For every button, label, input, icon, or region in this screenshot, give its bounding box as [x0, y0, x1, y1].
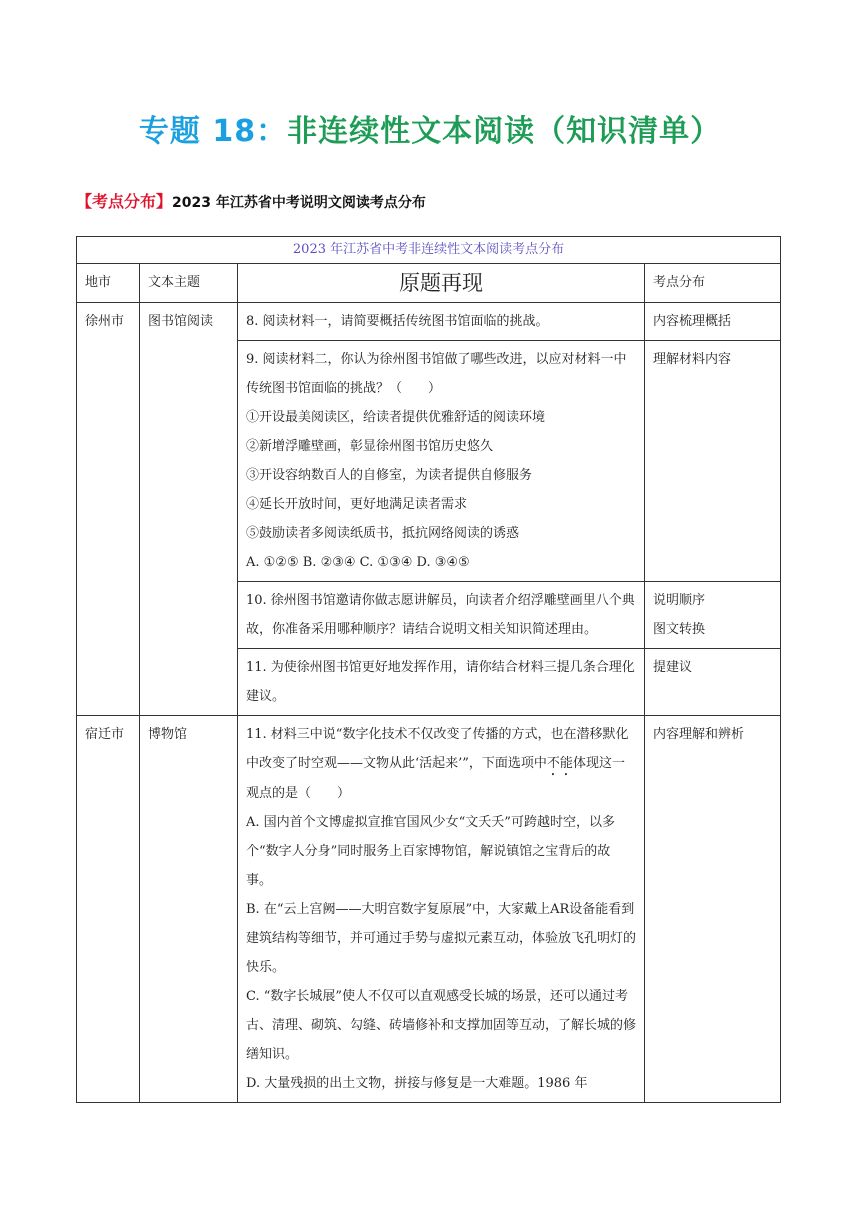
section-description: 2023 年江苏省中考说明文阅读考点分布 — [172, 195, 426, 211]
q9-item-2: ②新增浮雕壁画，彰显徐州图书馆历史悠久 — [246, 439, 494, 454]
q9-stem: 9. 阅读材料二，你认为徐州图书馆做了哪些改进，以应对材料一中传统图书馆面临的挑战？（ ） — [246, 352, 627, 396]
q11-stem — [246, 720, 636, 808]
q11-stem-b: 体现这一观点的是（ ） — [246, 756, 625, 801]
q9-item-3: ③开设容纳数百人的自修室，为读者提供自修服务 — [246, 468, 533, 483]
point-q9: 理解材料内容 — [645, 341, 781, 582]
title-prefix: 专题 18： — [138, 114, 288, 149]
point-q11-xuzhou: 提建议 — [645, 649, 781, 716]
city-suqian: 宿迁市 — [77, 716, 140, 1103]
city-xuzhou: 徐州市 — [77, 303, 140, 716]
table-row — [77, 303, 781, 341]
q9-choices: A. ①②⑤ B. ②③④ C. ①③④ D. ③④⑤ — [246, 555, 470, 570]
q11-option-c: C. “数字长城展”使人不仅可以直观感受长城的场景，还可以通过考古、清理、砌筑、勾缝、砖墙修补和支撑加固等互动，了解长城的修缮知识。 — [246, 989, 637, 1062]
q11-stem-a: 11. 材料三中说“数字化技术不仅改变了传播的方式，也在潜移默化中改变了时空观——文物从此‘活起来’”，下面选项中 — [246, 727, 629, 771]
section-heading — [76, 191, 426, 214]
table-caption-row — [77, 237, 781, 264]
point-q10-convert: 图文转换 — [653, 622, 706, 637]
question-9 — [238, 341, 645, 582]
title-main: 非连续性文本阅读（知识清单） — [287, 114, 722, 149]
point-q11-suqian: 内容理解和辨析 — [645, 716, 781, 1103]
q11-option-d: D. 大量残损的出土文物，拼接与修复是一大难题。1986 年 — [246, 1076, 588, 1091]
question-8: 8. 阅读材料一，请简要概括传统图书馆面临的挑战。 — [238, 303, 645, 341]
question-11-xuzhou: 11. 为使徐州图书馆更好地发挥作用，请你结合材料三提几条合理化建议。 — [238, 649, 645, 716]
q9-item-5: ⑤鼓励读者多阅读纸质书，抵抗网络阅读的诱惑 — [246, 526, 520, 541]
question-10: 10. 徐州图书馆邀请你做志愿讲解员，向读者介绍浮雕壁画里八个典故，你准备采用哪种顺序？请结合说明文相关知识简述理由。 — [238, 582, 645, 649]
point-q10-order: 说明顺序 — [653, 593, 706, 608]
q9-item-1: ①开设最美阅读区，给读者提供优雅舒适的阅读环境 — [246, 410, 546, 425]
theme-library: 图书馆阅读 — [140, 303, 238, 716]
point-q8: 内容梳理概括 — [645, 303, 781, 341]
table-header-row — [77, 264, 781, 303]
header-point: 考点分布 — [645, 264, 781, 303]
table-row — [77, 716, 781, 1103]
page-title — [0, 112, 860, 152]
q11-option-b: B. 在“云上宫阙——大明宫数字复原展”中，大家戴上AR设备能看到建筑结构等细节，并可通过手势与虚拟元素互动，体验放飞孔明灯的快乐。 — [246, 902, 637, 975]
q11-emphasis: 不能 — [546, 756, 573, 771]
header-theme: 文本主题 — [140, 264, 238, 303]
header-city: 地市 — [77, 264, 140, 303]
q11-option-a: A. 国内首个文博虚拟宣推官国风少女“文夭夭”可跨越时空，以多个“数字人分身”同时服务上百家博物馆，解说镇馆之宝背后的故事。 — [246, 815, 615, 888]
q9-item-4: ④延长开放时间，更好地满足读者需求 — [246, 497, 468, 512]
exam-point-table — [76, 236, 781, 1103]
section-tag: 【考点分布】 — [76, 192, 173, 211]
point-q10 — [645, 582, 781, 649]
header-question: 原题再现 — [238, 264, 645, 303]
question-11-suqian — [238, 716, 645, 1103]
theme-museum: 博物馆 — [140, 716, 238, 1103]
table-caption: 2023 年江苏省中考非连续性文本阅读考点分布 — [77, 237, 781, 264]
